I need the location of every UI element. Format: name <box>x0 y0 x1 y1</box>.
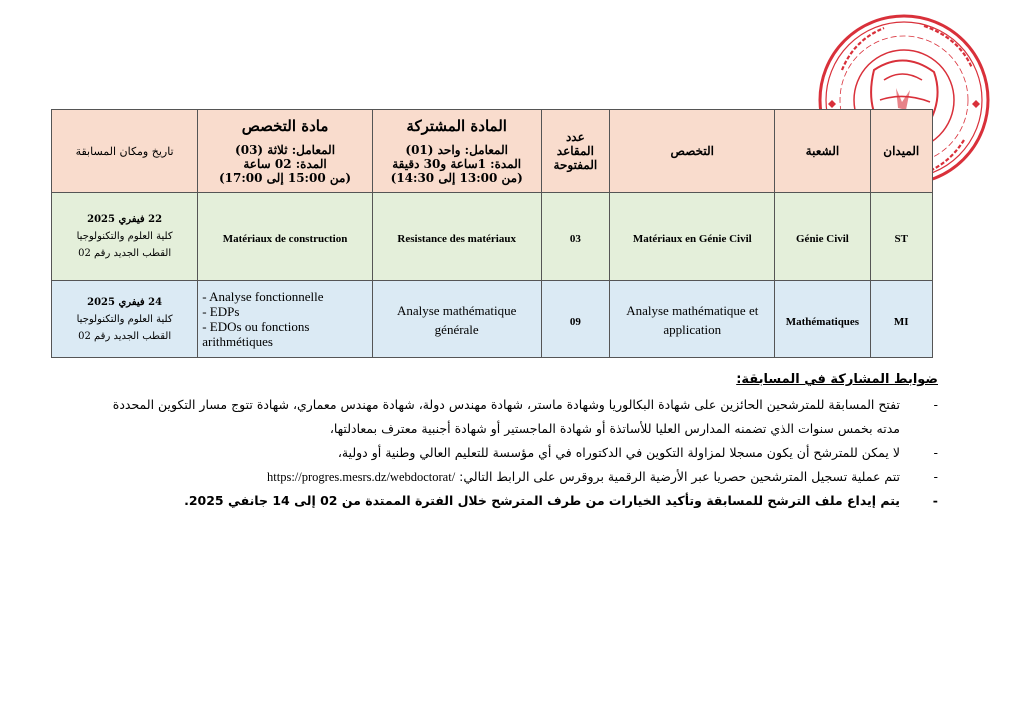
header-date-place: تاريخ ومكان المسابقة <box>52 110 198 193</box>
competition-table <box>51 109 933 358</box>
header-seats: عدد المقاعد المفتوحة <box>541 110 610 193</box>
list-item: - EDOs ou fonctions <box>202 319 310 334</box>
registration-link[interactable]: https://progres.mesrs.dz/webdoctorat/ <box>267 470 456 484</box>
table-header-row <box>52 110 933 193</box>
cell-special-subject <box>198 281 373 358</box>
cell-date-place: 24 فيفري 2025 كلية العلوم والتكنولوجيا القطب الجديد رقم 02 <box>52 281 198 358</box>
list-item: - Analyse fonctionnelle <box>202 289 324 304</box>
participation-conditions <box>58 372 938 513</box>
condition-item: - لا يمكن للمترشح أن يكون مسجلا لمزاولة التكوين في الدكتوراه في أي مؤسسة للتعليم العالي وطنية أو دولية، <box>337 445 938 460</box>
header-common-subject: المادة المشتركة المعامل: واحد (01) المدة: 1ساعة و30 دقيقة (من 13:00 إلى 14:30) <box>372 110 541 193</box>
condition-item: - تتم عملية تسجيل المترشحين حصريا عبر الأرضية الرقمية بروقرس على الرابط التالي: https://progres.mesrs.dz/webdoctorat/ <box>267 469 938 484</box>
table-row <box>52 193 933 281</box>
header-branch: الشعبة <box>775 110 870 193</box>
cell-common-subject: Analyse mathématique générale <box>372 281 541 358</box>
conditions-title: ضوابط المشاركة في المسابقة: <box>736 372 938 387</box>
list-item: arithmétiques <box>202 334 273 349</box>
cell-specialty: Analyse mathématique et application <box>610 281 775 358</box>
list-item: - EDPs <box>202 304 240 319</box>
cell-date-place: 22 فيفري 2025 كلية العلوم والتكنولوجيا القطب الجديد رقم 02 <box>52 193 198 281</box>
cell-seats: 09 <box>541 281 610 358</box>
condition-item-continued: مدته بخمس سنوات الذي تضمنه المدارس العليا للأساتذة أو شهادة الماجستير أو شهادة أجنبية معترف بمعادلتها، <box>329 421 900 436</box>
cell-branch: Mathématiques <box>775 281 870 358</box>
cell-filiere: ST <box>870 193 932 281</box>
cell-specialty: Matériaux en Génie Civil <box>610 193 775 281</box>
condition-item: - تفتح المسابقة للمترشحين الحائزين على شهادة البكالوريا وشهادة ماستر، شهادة مهندس دولة، شهادة مهندس معماري، شهادة تتوج مسار التكوين المحددة <box>112 397 938 412</box>
cell-common-subject: Resistance des matériaux <box>372 193 541 281</box>
table-row <box>52 281 933 358</box>
cell-branch: Génie Civil <box>775 193 870 281</box>
special-subject-list <box>202 289 368 349</box>
header-specialty: التخصص <box>610 110 775 193</box>
condition-item: - يتم إيداع ملف الترشح للمسابقة وتأكيد الخيارات من طرف المترشح خلال الفترة الممتدة من 02 إلى 14 جانفي 2025. <box>184 493 938 508</box>
header-filiere: الميدان <box>870 110 932 193</box>
header-special-subject: مادة التخصص المعامل: ثلاثة (03) المدة: 02 ساعة (من 15:00 إلى 17:00) <box>198 110 373 193</box>
cell-filiere: MI <box>870 281 932 358</box>
cell-special-subject: Matériaux de construction <box>198 193 373 281</box>
cell-seats: 03 <box>541 193 610 281</box>
